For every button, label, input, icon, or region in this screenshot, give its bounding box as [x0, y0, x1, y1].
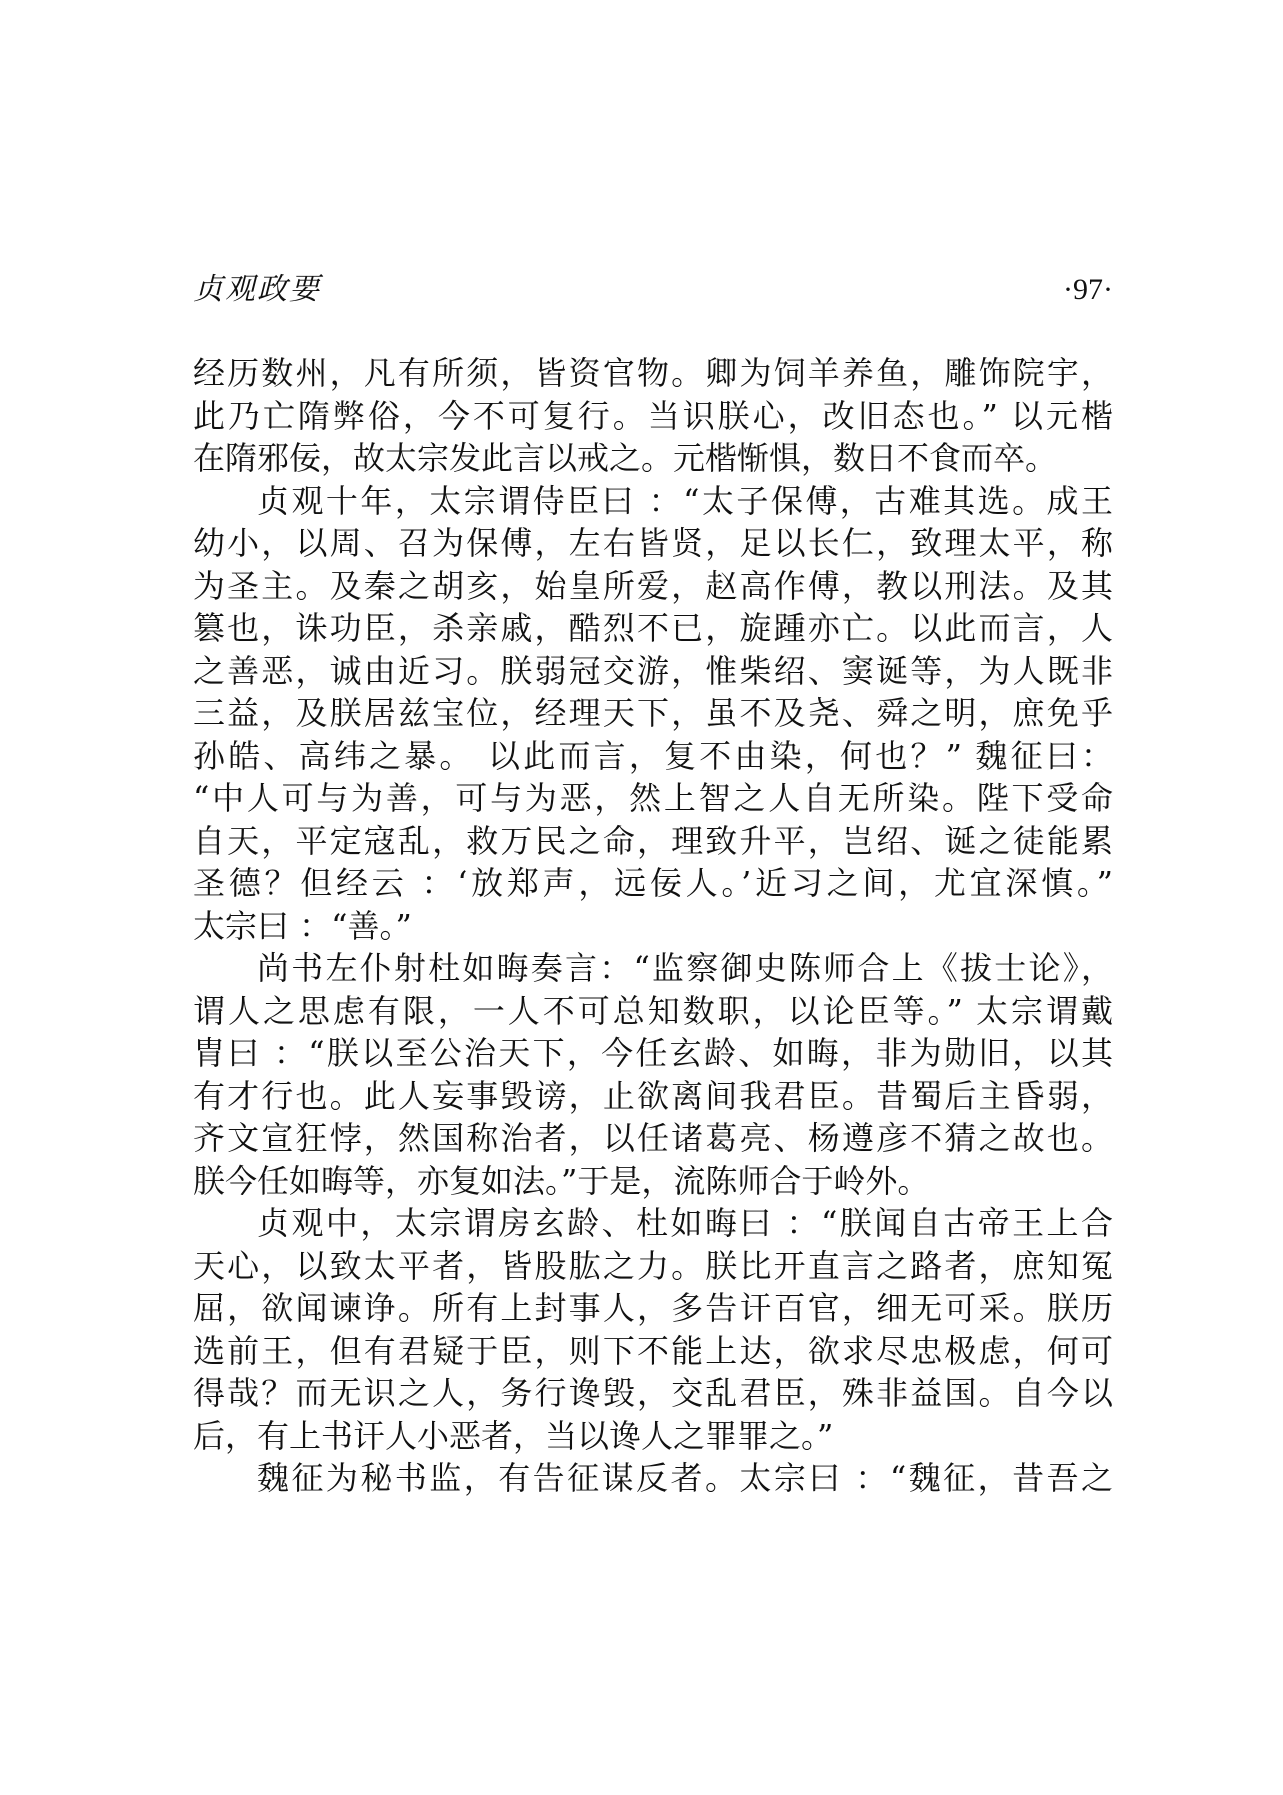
running-header	[193, 270, 1113, 322]
text-line: 尚书左仆射杜如晦奏言：“监察御史陈师合上《拔士论》，	[257, 949, 1113, 987]
text-line: 圣德？但经云 ：‘放郑声，远佞人。’近习之间，尤宜深慎。”	[193, 864, 1113, 902]
text-line: 此乃亡隋弊俗，今不可复行。当识朕心，改旧态也。” 以元楷	[193, 396, 1113, 435]
text-line: 选前王，但有君疑于臣，则下不能上达，欲求尽忠极虑，何可	[193, 1331, 1113, 1370]
text-line: 贞观中，太宗谓房玄龄、杜如晦曰 ：“朕闻自古帝王上合	[257, 1204, 1113, 1242]
text-line: 后，有上书讦人小恶者，当以谗人之罪罪之。”	[193, 1416, 834, 1455]
text-line: 朕今任如晦等，亦复如法。”于是，流陈师合于岭外。	[193, 1161, 930, 1200]
text-line: 胄曰 ：“朕以至公治天下，今任玄龄、如晦，非为勋旧，以其	[193, 1034, 1113, 1072]
book-title: 贞观政要	[193, 272, 321, 307]
text-line: 孙皓、高纬之暴。 以此而言，复不由染，何也？” 魏征曰：	[193, 736, 1113, 775]
text-line: 天心，以致太平者，皆股肱之力。朕比开直言之路者，庶知冤	[193, 1246, 1113, 1285]
text-line: 屈，欲闻谏诤。所有上封事人，多告讦百官，细无可采。朕历	[193, 1289, 1113, 1327]
text-line: 得哉？而无识之人，务行谗毁，交乱君臣，殊非益国。自今以	[193, 1374, 1113, 1412]
text-line: 在隋邪佞，故太宗发此言以戒之。元楷惭惧，数日不食而卒。	[193, 439, 1058, 477]
text-line: 自天，平定寇乱，救万民之命，理致升平，岂绍、诞之徒能累	[193, 821, 1113, 860]
text-line: 篡也，诛功臣，杀亲戚，酷烈不已，旋踵亦亡。以此而言，人	[193, 609, 1113, 647]
text-line: 太宗曰 ：“善。”	[193, 906, 412, 945]
text-line: 经历数州，凡有所须，皆资官物。卿为饲羊养鱼，雕饰院宇，	[193, 354, 1113, 392]
text-line: 之善恶，诚由近习。朕弱冠交游，惟柴绍、窦诞等，为人既非	[193, 651, 1113, 690]
body-text	[193, 352, 1113, 1500]
text-line: 贞观十年，太宗谓侍臣曰 ：“太子保傅，古难其选。成王	[257, 481, 1113, 520]
text-line: 为圣主。及秦之胡亥，始皇所爱，赵高作傅，教以刑法。及其	[193, 566, 1113, 605]
text-line: 魏征为秘书监，有告征谋反者。太宗曰 ：“魏征，昔吾之	[257, 1459, 1113, 1497]
text-line: 齐文宣狂悖，然国称治者，以任诸葛亮、杨遵彦不猜之故也。	[193, 1119, 1113, 1157]
text-line: 三益，及朕居兹宝位，经理天下，虽不及尧、舜之明，庶免乎	[193, 694, 1113, 732]
text-line: “中人可与为善，可与为恶，然上智之人自无所染。陛下受命	[193, 779, 1113, 817]
text-line: 谓人之思虑有限，一人不可总知数职，以论臣等。” 太宗谓戴	[193, 991, 1113, 1030]
text-line: 幼小，以周、召为保傅，左右皆贤，足以长仁，致理太平，称	[193, 524, 1113, 562]
text-line: 有才行也。此人妄事毁谤，止欲离间我君臣。昔蜀后主昏弱，	[193, 1076, 1113, 1115]
page-number: ·97·	[1063, 273, 1113, 306]
